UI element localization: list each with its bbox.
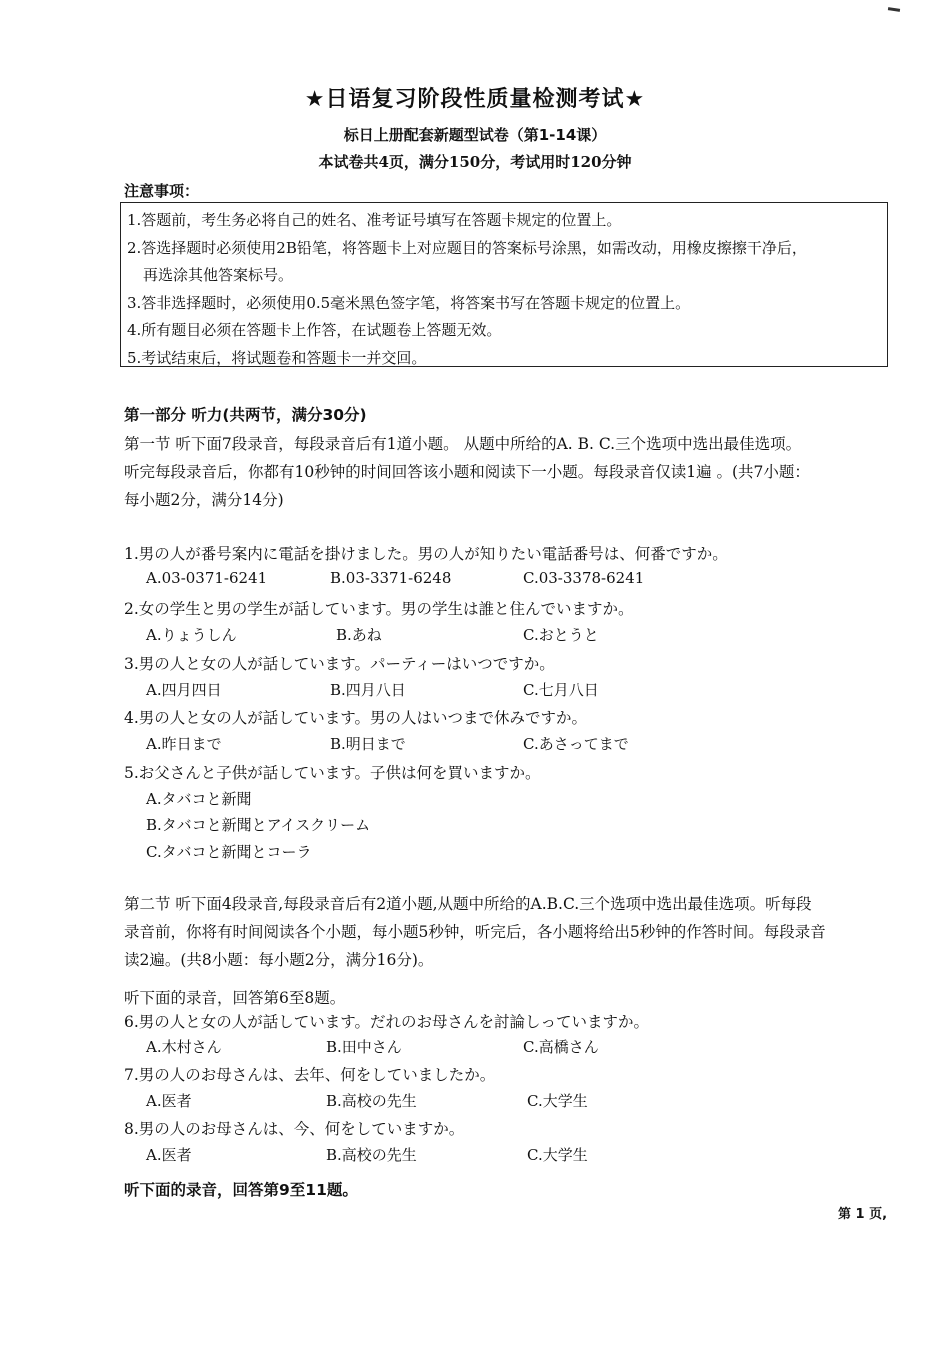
note-item: 4.所有题目必须在答题卡上作答，在试题卷上答题无效。 bbox=[127, 321, 502, 339]
scan-mark bbox=[888, 7, 900, 12]
section1-line: 每小题2分，满分14分) bbox=[124, 491, 284, 509]
option-a: A.タバコと新聞 bbox=[146, 790, 252, 808]
question-1: 1.男の人が番号案内に電話を掛けました。男の人が知りたい電話番号は、何番ですか。 bbox=[124, 545, 728, 563]
note-item: 3.答非选择题时，必须使用0.5毫米黑色签字笔，将答案书写在答题卡规定的位置上。 bbox=[127, 293, 691, 312]
option-c: C.おとうと bbox=[523, 626, 599, 644]
option-b: B.高校の先生 bbox=[326, 1092, 417, 1110]
question-4: 4.男の人と女の人が話しています。男の人はいつまで休みですか。 bbox=[124, 709, 588, 727]
question-6: 6.男の人と女の人が話しています。だれのお母さんを討論しっていますか。 bbox=[124, 1013, 650, 1031]
page-number: 第 1 页, bbox=[838, 1207, 888, 1222]
note-item: 2.答选择题时必须使用2B铅笔，将答题卡上对应题目的答案标号涂黑，如需改动，用橡皮擦擦干净后， bbox=[127, 238, 807, 257]
note-item: 5.考试结束后，将试题卷和答题卡一并交回。 bbox=[127, 348, 427, 367]
note-item: 1.答题前，考生务必将自己的姓名、准考证号填写在答题卡规定的位置上。 bbox=[127, 211, 622, 229]
option-a: A.医者 bbox=[146, 1092, 192, 1110]
option-b: B.四月八日 bbox=[330, 681, 406, 699]
option-a: A.03-0371-6241 bbox=[146, 569, 268, 587]
exam-info: 本试卷共4页，满分150分，考试用时120分钟 bbox=[318, 153, 632, 171]
option-b: B.タバコと新聞とアイスクリーム bbox=[146, 816, 371, 834]
option-c: C.03-3378-6241 bbox=[523, 569, 645, 587]
option-c: C.大学生 bbox=[527, 1146, 588, 1164]
option-b: B.03-3371-6248 bbox=[330, 569, 452, 587]
question-8: 8.男の人のお母さんは、今、何をしていますか。 bbox=[124, 1120, 465, 1138]
section1-line: 听完每段录音后，你都有10秒钟的时间回答该小题和阅读下一小题。每段录音仅读1遍 。(共7小题： bbox=[124, 463, 810, 481]
page-title: ★日语复习阶段性质量检测考试★ bbox=[304, 87, 646, 112]
section2-line: 读2遍。(共8小题：每小题2分，满分16分)。 bbox=[124, 951, 434, 969]
option-c: C.あさってまで bbox=[523, 735, 629, 753]
option-b: B.明日まで bbox=[330, 735, 406, 753]
notes-heading: 注意事项： bbox=[124, 182, 200, 200]
question-5: 5.お父さんと子供が話しています。子供は何を買いますか。 bbox=[124, 764, 541, 782]
option-b: B.田中さん bbox=[326, 1038, 402, 1056]
option-a: A.木村さん bbox=[146, 1038, 222, 1056]
option-c: C.大学生 bbox=[527, 1092, 588, 1110]
option-a: A.昨日まで bbox=[146, 735, 222, 753]
option-a: A.医者 bbox=[146, 1146, 192, 1164]
option-a: A.四月四日 bbox=[146, 681, 222, 699]
question-2: 2.女の学生と男の学生が話しています。男の学生は誰と住んでいますか。 bbox=[124, 600, 634, 618]
question-3: 3.男の人と女の人が話しています。パーティーはいつですか。 bbox=[124, 655, 555, 673]
part1-heading: 第一部分 听力(共两节，满分30分) bbox=[124, 406, 367, 424]
section2-line: 录音前，你将有时间阅读各个小题，每小题5秒钟，听完后，各小题将给出5秒钟的作答时间。每段录音 bbox=[124, 923, 826, 941]
option-a: A.りょうしん bbox=[146, 626, 237, 644]
option-b: B.高校の先生 bbox=[326, 1146, 417, 1164]
question-7: 7.男の人のお母さんは、去年、何をしていましたか。 bbox=[124, 1066, 496, 1084]
section1-line: 第一节 听下面7段录音，每段录音后有1道小题。 从题中所给的A. B. C.三个选项中选出最佳选项。 bbox=[124, 435, 802, 453]
listen-instruction: 听下面的录音，回答第6至8题。 bbox=[124, 989, 346, 1007]
option-c: C.タバコと新聞とコーラ bbox=[146, 843, 312, 861]
listen-instruction: 听下面的录音，回答第9至11题。 bbox=[124, 1181, 358, 1199]
option-c: C.高橋さん bbox=[523, 1038, 599, 1056]
section2-line: 第二节 听下面4段录音,每段录音后有2道小题,从题中所给的A.B.C.三个选项中选出最佳选项。听每段 bbox=[124, 895, 812, 913]
note-item: 再选涂其他答案标号。 bbox=[143, 266, 294, 284]
option-b: B.あね bbox=[336, 626, 382, 644]
page-subtitle: 标日上册配套新题型试卷（第1-14课） bbox=[343, 126, 607, 144]
notes-box bbox=[120, 202, 888, 367]
option-c: C.七月八日 bbox=[523, 681, 599, 699]
